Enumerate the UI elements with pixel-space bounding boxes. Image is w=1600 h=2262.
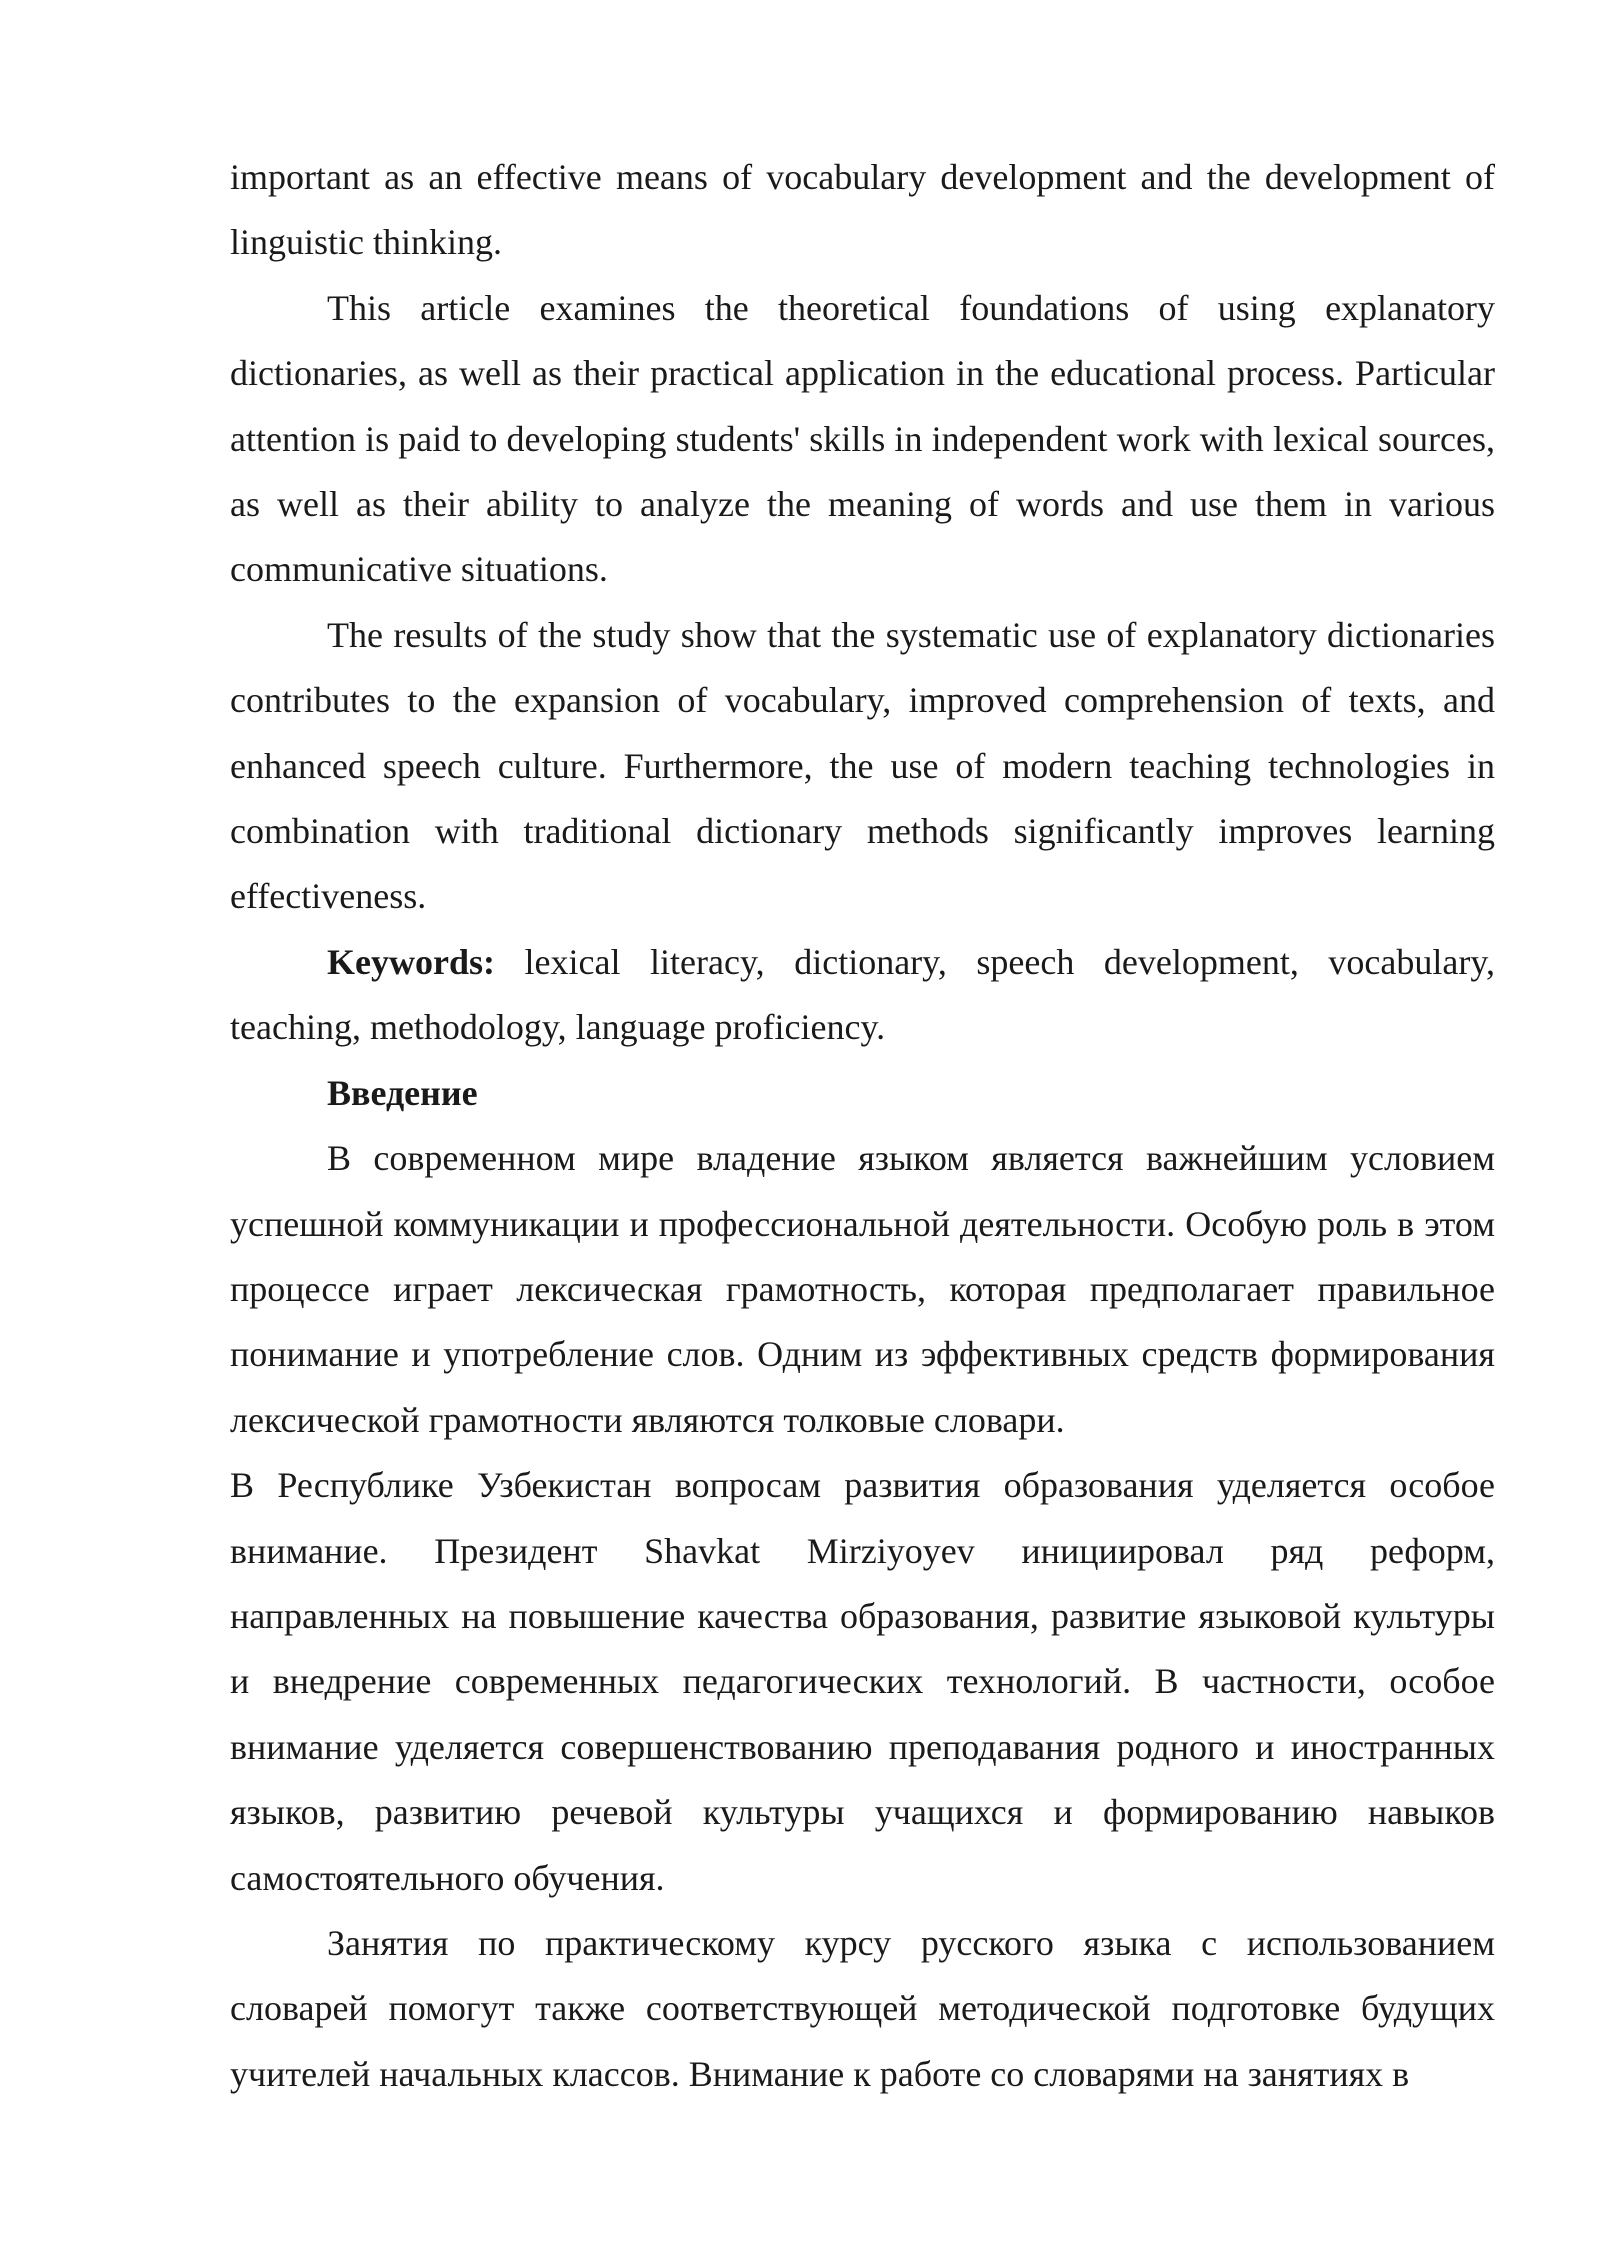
keywords-label: Keywords: — [327, 941, 495, 982]
section-heading-introduction: Введение — [327, 1072, 478, 1113]
paragraph-continuation: important as an effective means of vocabulary development and the development of linguistic thinking. — [230, 157, 1495, 263]
paragraph-uzbekistan-reforms: В Республике Узбекистан вопросам развития образования уделяется особое внимание. Президент Shavkat Mirziyoyev инициировал ряд реформ, направленных на повышение качества образования, развитие языковой культуры и внедрение современных педагогических технологий. В частности, особое внимание уделяется совершенствованию преподавания родного и иностранных языков, развитию речевой культуры учащихся и формированию навыков самостоятельного обучения. — [230, 1465, 1495, 1898]
paragraph-introduction: В современном мире владение языком является важнейшим условием успешной коммуникации и профессиональной деятельности. Особую роль в этом процессе играет лексическая грамотность, которая предполагает правильное понимание и употребление слов. Одним из эффективных средств формирования лексической грамотности являются толковые словари. — [230, 1138, 1495, 1440]
paragraph-article-scope: This article examines the theoretical foundations of using explanatory dictionaries, as well as their practical application in the educational process. Particular attention is paid to developing students' skills in independent work with lexical sources, as well as their ability to analyze the meaning of words and use them in various communicative situations. — [230, 287, 1495, 590]
paragraph-practical-course: Занятия по практическому курсу русского языка с использованием словарей помогут также соответствующей методической подготовке будущих учителей начальных классов. Внимание к работе со словарями на занятиях в — [230, 1922, 1495, 2094]
document-body — [230, 145, 1495, 2107]
keywords-paragraph — [230, 930, 1495, 1061]
keywords-list: lexical literacy, dictionary, speech development, vocabulary, teaching, methodology, language proficiency. — [230, 941, 1495, 1048]
paragraph-study-results: The results of the study show that the systematic use of explanatory dictionaries contributes to the expansion of vocabulary, improved comprehension of texts, and enhanced speech culture. Furthermore, the use of modern teaching technologies in combination with traditional dictionary methods significantly improves learning effectiveness. — [230, 614, 1495, 917]
